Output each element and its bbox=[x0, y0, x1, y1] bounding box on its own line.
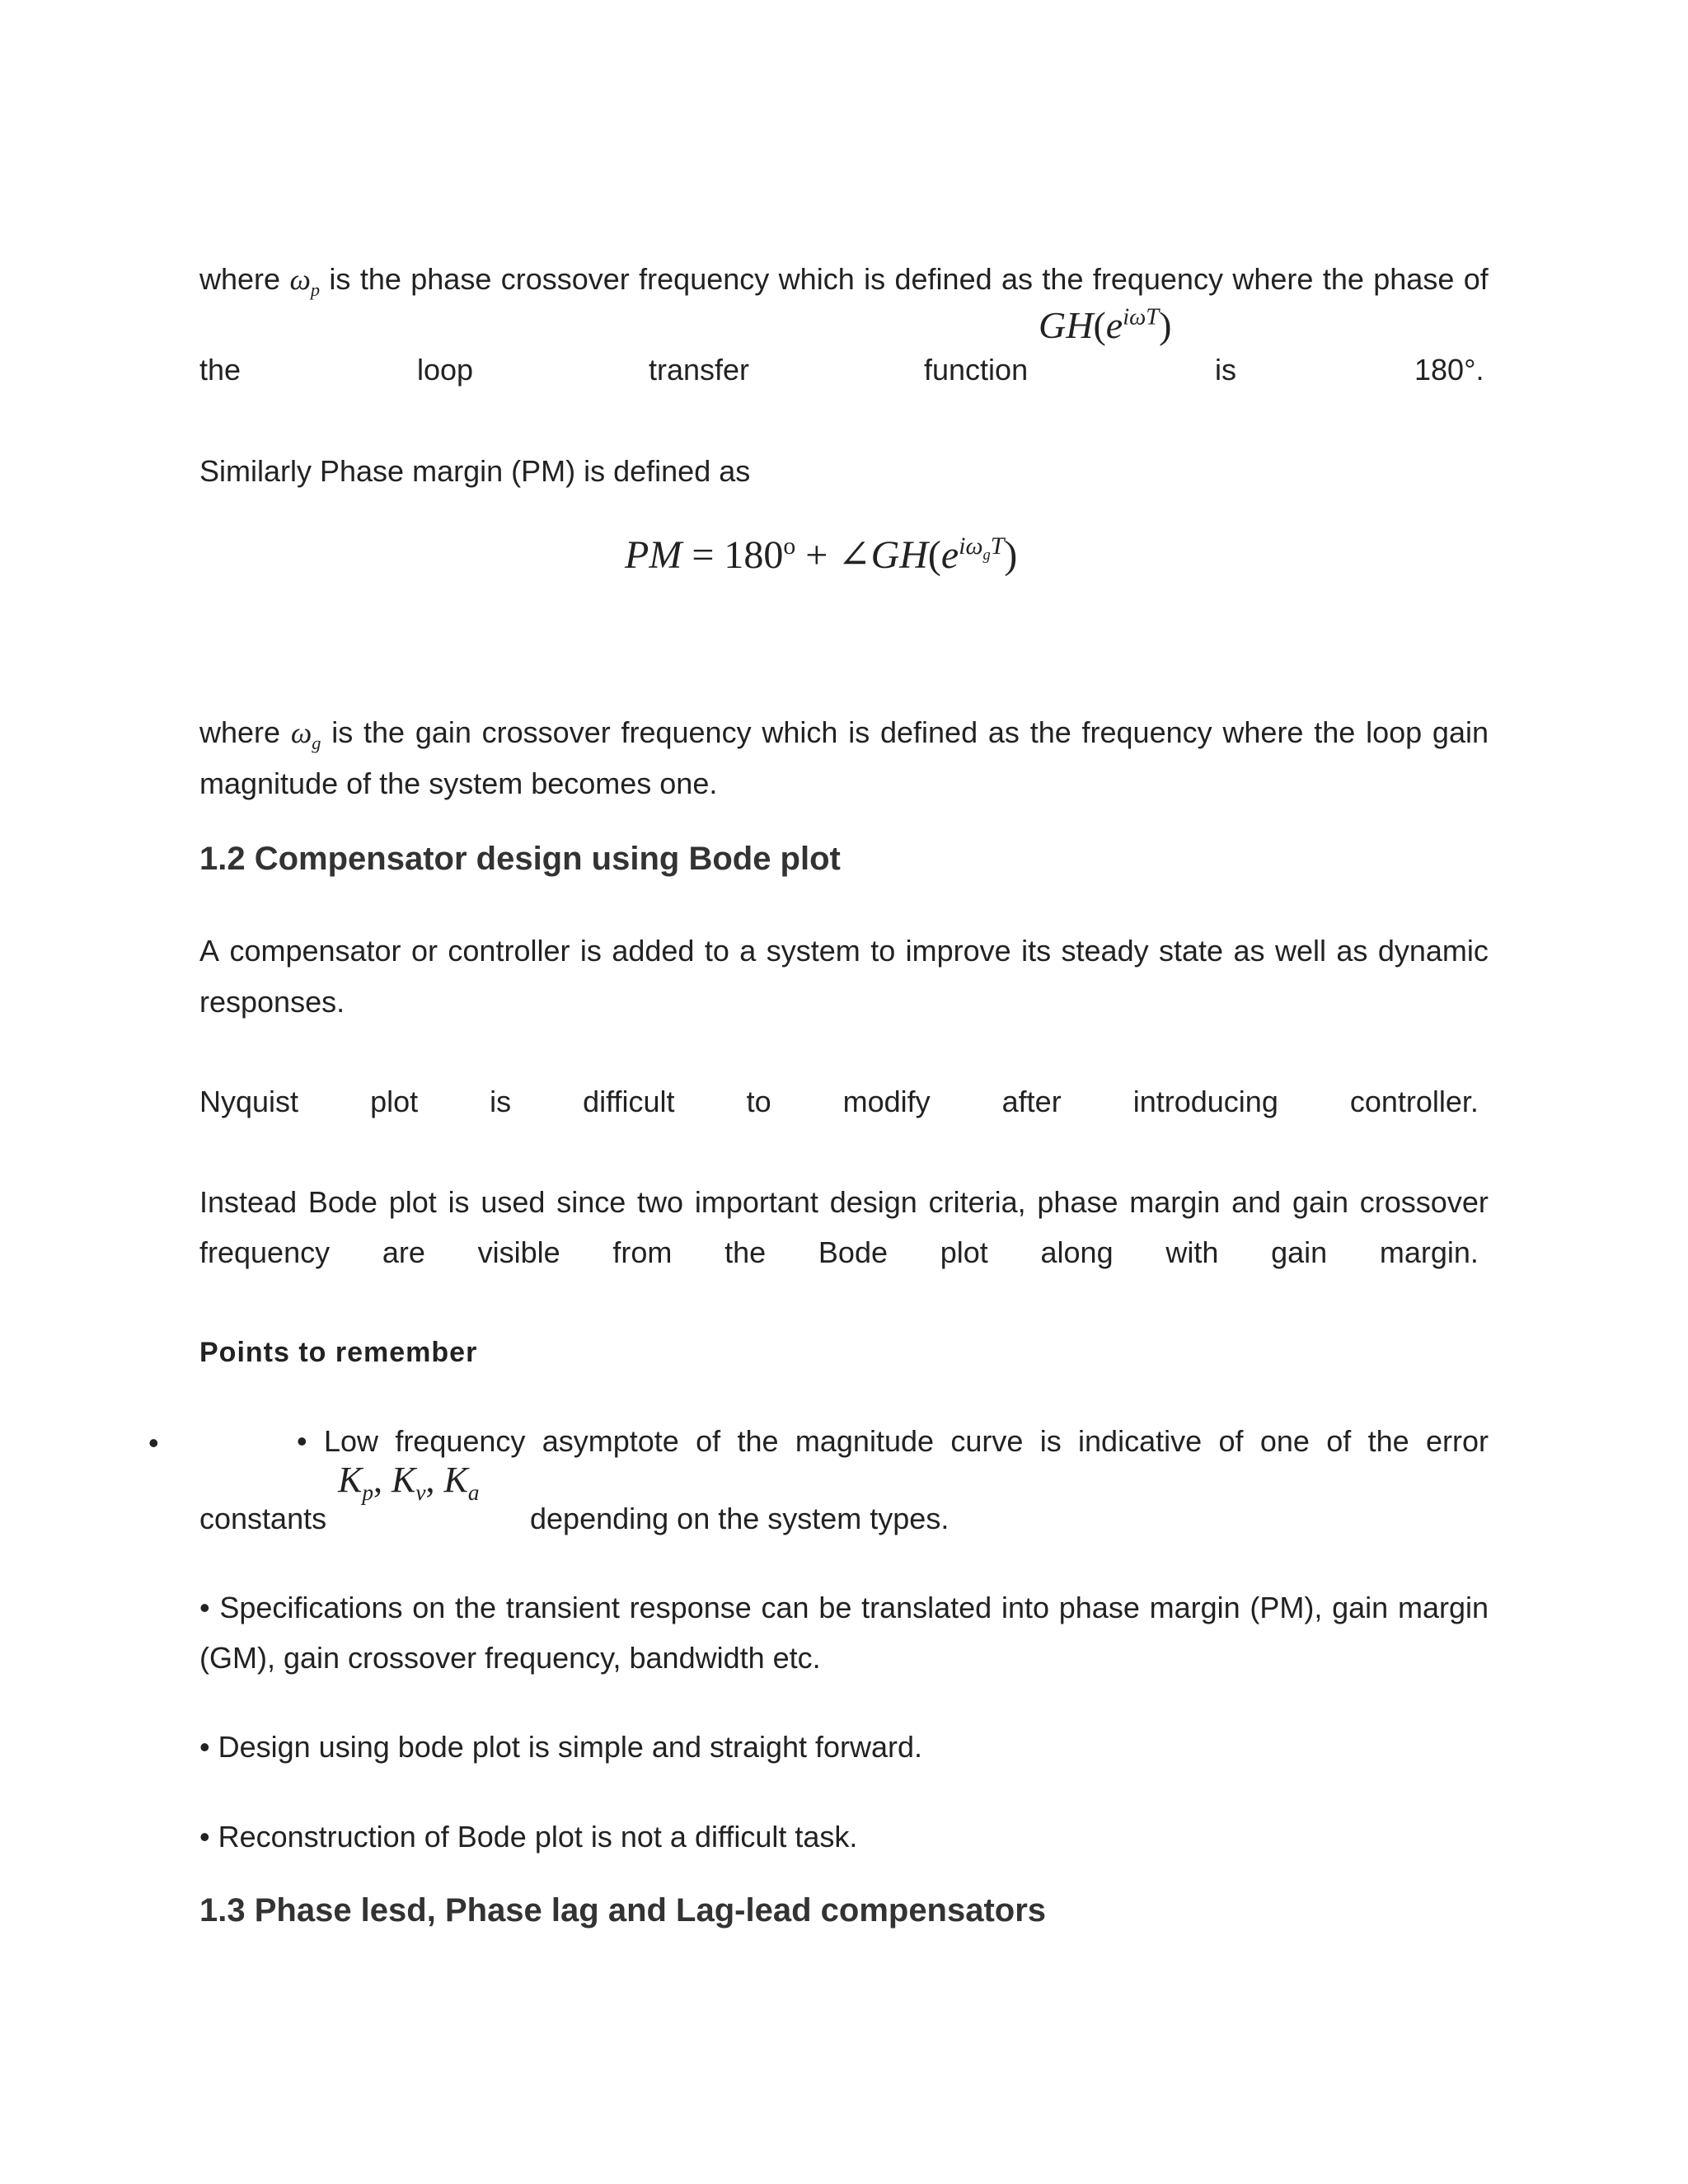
word: of bbox=[1218, 1424, 1244, 1458]
word: gain bbox=[1271, 1235, 1328, 1269]
word: is bbox=[329, 262, 351, 296]
word: the bbox=[359, 262, 401, 296]
word: are bbox=[382, 1235, 425, 1269]
para3-line1 bbox=[199, 715, 1489, 754]
word: from bbox=[612, 1235, 673, 1269]
word: and bbox=[1231, 1185, 1282, 1219]
word: response bbox=[629, 1591, 752, 1624]
error-constants-formula: $K_p$, $K_v$, $K_a$ bbox=[338, 1460, 480, 1505]
omega-p-symbol: $\omega_p$ bbox=[289, 263, 321, 301]
word: Bode bbox=[818, 1235, 888, 1269]
section-heading-1-2: 1.2 Compensator design using Bode plot bbox=[199, 841, 841, 877]
word: its bbox=[1021, 934, 1052, 968]
word: as bbox=[1001, 262, 1034, 296]
word: the bbox=[1322, 262, 1364, 296]
word: two bbox=[637, 1185, 684, 1219]
word: system bbox=[766, 934, 860, 968]
word: defined bbox=[879, 715, 978, 749]
word: to bbox=[870, 934, 896, 968]
word: the bbox=[1042, 262, 1084, 296]
word: A bbox=[199, 934, 220, 968]
word: is bbox=[448, 1185, 470, 1219]
word: as bbox=[1336, 934, 1368, 968]
word: difficult bbox=[583, 1085, 675, 1118]
word: a bbox=[739, 934, 757, 968]
word: is bbox=[579, 934, 602, 968]
word: gain bbox=[415, 715, 471, 749]
word: used bbox=[481, 1185, 546, 1219]
word: the bbox=[363, 715, 406, 749]
word: on bbox=[412, 1591, 446, 1624]
word: the bbox=[1367, 1424, 1409, 1458]
word: where bbox=[199, 262, 281, 296]
word: introducing bbox=[1132, 1085, 1278, 1118]
word: or bbox=[410, 934, 438, 968]
word: frequency bbox=[395, 1424, 526, 1458]
word: indicative bbox=[1078, 1424, 1203, 1458]
word: plot bbox=[940, 1235, 988, 1269]
word: phase bbox=[1037, 1185, 1118, 1219]
word: the bbox=[1314, 715, 1356, 749]
word: to bbox=[704, 934, 729, 968]
para6-line1 bbox=[199, 1185, 1489, 1220]
word: Bode bbox=[307, 1185, 377, 1219]
word: after bbox=[1001, 1085, 1062, 1118]
word: since bbox=[556, 1185, 626, 1219]
word: of bbox=[696, 1424, 721, 1458]
word: Low bbox=[323, 1424, 378, 1458]
point2-line2: (GM), gain crossover frequency, bandwidth etc. bbox=[199, 1641, 821, 1675]
word: frequency bbox=[621, 715, 752, 749]
word: crossover bbox=[481, 715, 611, 749]
points-heading: Points to remember bbox=[199, 1337, 478, 1368]
word: of bbox=[1326, 1424, 1352, 1458]
word: which bbox=[762, 715, 838, 749]
constants-label: constants bbox=[199, 1502, 327, 1535]
word: (PM), bbox=[1250, 1591, 1323, 1624]
word: gain bbox=[1432, 715, 1489, 749]
para3-line2: magnitude of the system becomes one. bbox=[199, 766, 718, 800]
word: the bbox=[724, 1235, 767, 1269]
word: Instead bbox=[199, 1185, 298, 1219]
word: dynamic bbox=[1377, 934, 1489, 968]
word: as bbox=[987, 715, 1020, 749]
word: along bbox=[1040, 1235, 1114, 1269]
word: of bbox=[1463, 262, 1489, 296]
word: plot bbox=[388, 1185, 437, 1219]
word: error bbox=[1425, 1424, 1489, 1458]
word: which bbox=[778, 262, 855, 296]
word: one bbox=[1259, 1424, 1310, 1458]
word: the bbox=[455, 1591, 497, 1624]
para4-line2: responses. bbox=[199, 985, 345, 1019]
word: phase bbox=[1058, 1591, 1140, 1624]
word: into bbox=[1001, 1591, 1050, 1624]
word: margin bbox=[1397, 1591, 1489, 1624]
para1-line1 bbox=[199, 262, 1489, 301]
omega-g-symbol: $\omega_g$ bbox=[290, 716, 321, 754]
para1-line2-word: function bbox=[924, 353, 1029, 387]
point3: • Design using bode plot is simple and straight forward. bbox=[199, 1730, 923, 1764]
word: loop bbox=[1366, 715, 1423, 749]
word: frequency bbox=[199, 1235, 331, 1269]
outer-bullet: • bbox=[148, 1426, 159, 1460]
word: magnitude bbox=[795, 1424, 935, 1458]
word: well bbox=[1274, 934, 1326, 968]
word: with bbox=[1165, 1235, 1219, 1269]
word: translated bbox=[861, 1591, 992, 1624]
word: asymptote bbox=[542, 1424, 679, 1458]
para1-line2-word: is bbox=[1215, 353, 1236, 387]
word: visible bbox=[477, 1235, 560, 1269]
word: steady bbox=[1061, 934, 1149, 968]
word: phase bbox=[1373, 262, 1455, 296]
word: gain bbox=[1292, 1185, 1349, 1219]
word: • bbox=[297, 1424, 307, 1458]
word: modify bbox=[842, 1085, 931, 1118]
para1-line2-word: the bbox=[199, 353, 241, 387]
para1-line2-word: 180°. bbox=[1414, 353, 1484, 387]
word: crossover bbox=[1359, 1185, 1489, 1219]
word: Specifications bbox=[219, 1591, 403, 1624]
word: is bbox=[848, 715, 870, 749]
word: can bbox=[761, 1591, 809, 1624]
point4: • Reconstruction of Bode plot is not a difficult task. bbox=[199, 1820, 858, 1854]
word: transient bbox=[505, 1591, 620, 1624]
point1-line1 bbox=[297, 1424, 1489, 1459]
word: to bbox=[746, 1085, 771, 1118]
phase-margin-intro: Similarly Phase margin (PM) is defined as bbox=[199, 454, 751, 488]
word: state bbox=[1159, 934, 1224, 968]
point2-line1 bbox=[199, 1591, 1489, 1625]
word: is bbox=[331, 715, 354, 749]
word: margin bbox=[1129, 1185, 1221, 1219]
word: is bbox=[1039, 1424, 1062, 1458]
word: controller bbox=[448, 934, 570, 968]
word: gain bbox=[1332, 1591, 1389, 1624]
word: crossover bbox=[500, 262, 630, 296]
word: • bbox=[199, 1591, 210, 1624]
para6-line2 bbox=[199, 1235, 1479, 1270]
word: is bbox=[864, 262, 886, 296]
word: the bbox=[1029, 715, 1071, 749]
word: added bbox=[612, 934, 695, 968]
word: design bbox=[829, 1185, 917, 1219]
word: phase bbox=[410, 262, 492, 296]
word: plot bbox=[370, 1085, 419, 1118]
gh-transfer-function-formula: $GH(e^{i\omega T})$ bbox=[1039, 304, 1172, 346]
word: margin bbox=[1149, 1591, 1240, 1624]
phase-margin-equation: PM = $180^o$ + $\angle GH(e^{i\omega_gT})$ bbox=[625, 532, 1018, 577]
point1-tail: depending on the system types. bbox=[530, 1502, 950, 1535]
word: improve bbox=[905, 934, 1011, 968]
word: frequency bbox=[639, 262, 770, 296]
section-heading-1-3: 1.3 Phase lesd, Phase lag and Lag-lead compensators bbox=[199, 1892, 1047, 1929]
word: frequency bbox=[1092, 262, 1223, 296]
para5-line bbox=[199, 1085, 1479, 1119]
para1-line2-word: loop bbox=[417, 353, 474, 387]
word: compensator bbox=[229, 934, 401, 968]
word: where bbox=[199, 715, 281, 749]
word: is bbox=[490, 1085, 512, 1118]
word: where bbox=[1232, 262, 1314, 296]
word: criteria, bbox=[928, 1185, 1026, 1219]
para1-line2-word: transfer bbox=[649, 353, 750, 387]
word: frequency bbox=[1081, 715, 1212, 749]
word: defined bbox=[894, 262, 992, 296]
word: the bbox=[737, 1424, 779, 1458]
word: controller. bbox=[1349, 1085, 1479, 1118]
word: Nyquist bbox=[199, 1085, 299, 1118]
word: curve bbox=[950, 1424, 1024, 1458]
word: important bbox=[694, 1185, 818, 1219]
word: as bbox=[1233, 934, 1265, 968]
word: margin. bbox=[1379, 1235, 1479, 1269]
word: be bbox=[818, 1591, 852, 1624]
para4-line1 bbox=[199, 934, 1489, 968]
word: where bbox=[1222, 715, 1304, 749]
